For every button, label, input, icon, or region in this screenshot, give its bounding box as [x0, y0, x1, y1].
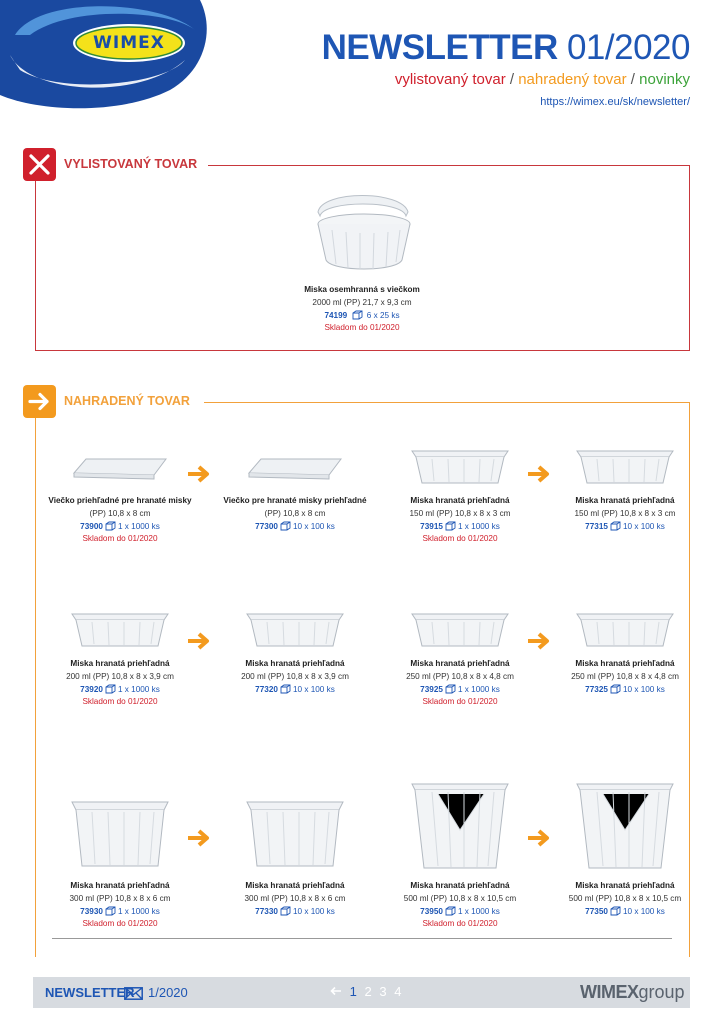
product-name: Miska hranatá priehľadná [245, 881, 345, 890]
replaced-section-title: NAHRADENÝ TOVAR [64, 394, 190, 408]
subtitle-replaced: nahradený tovar [518, 71, 627, 88]
logo-text: WIMEX [93, 33, 165, 53]
new-product[interactable] [213, 606, 377, 696]
delisted-section-top-line [208, 165, 690, 166]
lid-image [68, 443, 172, 489]
tray-image [573, 606, 677, 652]
product-code: 73950 [420, 906, 443, 916]
title-number: 01/2020 [566, 28, 690, 67]
delisted-section-title: VYLISTOVANÝ TOVAR [64, 157, 198, 171]
product-stock: Skladom do 01/2020 [82, 697, 158, 707]
wimex-logo [0, 0, 215, 110]
product-name: Miska hranatá priehľadná [410, 659, 510, 668]
product-name: Miska hranatá priehľadná [575, 881, 675, 890]
tray-image [243, 606, 347, 652]
product-code-line [378, 684, 542, 697]
product-name: Miska hranatá priehľadná [70, 881, 170, 890]
product-stock: Skladom do 01/2020 [422, 697, 498, 707]
replacement-arrow-icon [526, 828, 554, 848]
product-desc: 200 ml (PP) 10,8 x 8 x 3,9 cm [66, 671, 174, 681]
product-code-line [543, 906, 707, 919]
product-code: 73915 [420, 521, 443, 531]
page-link-1[interactable]: 1 [349, 984, 357, 999]
tall-tray-image [408, 778, 512, 874]
replacement-arrow-icon [526, 464, 554, 484]
subtitle-separator: / [505, 71, 519, 88]
product-code-line [378, 906, 542, 919]
package-box-icon [445, 521, 456, 531]
product-name: Miska hranatá priehľadná [245, 659, 345, 668]
package-box-icon [445, 906, 456, 916]
newsletter-subtitle [395, 71, 690, 88]
package-box-icon [352, 310, 363, 320]
package-box-icon [105, 684, 116, 694]
old-product[interactable] [38, 606, 202, 709]
product-name: Miska hranatá priehľadná [575, 659, 675, 668]
product-pack: 1 x 1000 ks [117, 906, 160, 916]
page-link-2[interactable]: 2 [364, 984, 372, 999]
delisted-product[interactable] [280, 182, 444, 335]
package-box-icon [280, 684, 291, 694]
product-code: 73930 [80, 906, 103, 916]
old-product[interactable] [38, 792, 202, 931]
product-code-line [38, 684, 202, 697]
new-product[interactable] [213, 792, 377, 918]
product-code: 77350 [585, 906, 608, 916]
package-box-icon [610, 906, 621, 916]
package-box-icon [610, 521, 621, 531]
product-pack: 1 x 1000 ks [117, 684, 160, 694]
product-pack: 10 x 100 ks [292, 521, 335, 531]
product-code-line [543, 684, 707, 697]
replaced-section-top-line [204, 402, 690, 403]
product-name: Viečko priehľadné pre hranaté misky [48, 496, 192, 505]
product-pack: 1 x 1000 ks [117, 521, 160, 531]
product-name: Viečko pre hranaté misky priehľadné [223, 496, 367, 505]
product-stock: Skladom do 01/2020 [422, 534, 498, 544]
newsletter-url-link[interactable]: https://wimex.eu/sk/newsletter/ [540, 96, 690, 108]
tray-image [573, 443, 677, 489]
deep-tray-image [68, 792, 172, 874]
deep-tray-image [243, 792, 347, 874]
replacement-arrow-icon [526, 631, 554, 651]
product-desc: 150 ml (PP) 10,8 x 8 x 3 cm [409, 508, 511, 518]
arrow-right-icon [23, 385, 56, 418]
product-code-line [378, 521, 542, 534]
tray-image [68, 606, 172, 652]
product-code-line [213, 521, 377, 534]
group-brand-bold: WIMEX [580, 982, 639, 1002]
product-code: 77315 [585, 521, 608, 531]
old-product[interactable] [378, 606, 542, 709]
old-product[interactable] [378, 778, 542, 931]
replacement-arrow-icon [186, 631, 214, 651]
product-code-line [213, 906, 377, 919]
product-name: Miska hranatá priehľadná [410, 496, 510, 505]
new-product[interactable] [213, 443, 377, 533]
product-pack: 6 x 25 ks [366, 310, 400, 320]
product-name: Miska hranatá priehľadná [410, 881, 510, 890]
product-pack: 1 x 1000 ks [457, 521, 500, 531]
product-code: 77300 [255, 521, 278, 531]
product-name: Miska osemhranná s viečkom [304, 285, 420, 294]
page-link-3[interactable]: 3 [379, 984, 387, 999]
pagination [330, 984, 401, 999]
tray-image [408, 606, 512, 652]
product-desc: 250 ml (PP) 10,8 x 8 x 4,8 cm [406, 671, 514, 681]
new-product[interactable] [543, 606, 707, 696]
replacement-arrow-icon [186, 828, 214, 848]
package-box-icon [105, 521, 116, 531]
old-product[interactable] [378, 443, 542, 546]
product-stock: Skladom do 01/2020 [82, 919, 158, 929]
octagonal-bowl-image [302, 182, 422, 278]
product-desc: 150 ml (PP) 10,8 x 8 x 3 cm [574, 508, 676, 518]
close-icon [23, 148, 56, 181]
tray-image [408, 443, 512, 489]
product-code: 73900 [80, 521, 103, 531]
mail-icon [124, 987, 143, 1000]
product-desc: 200 ml (PP) 10,8 x 8 x 3,9 cm [241, 671, 349, 681]
product-code-line [543, 521, 707, 534]
product-code: 77330 [255, 906, 278, 916]
product-code-line [38, 906, 202, 919]
product-desc: (PP) 10,8 x 8 cm [89, 508, 151, 518]
product-desc: 500 ml (PP) 10,8 x 8 x 10,5 cm [403, 893, 517, 903]
product-code: 73920 [80, 684, 103, 694]
replacement-arrow-icon [186, 464, 214, 484]
product-stock: Skladom do 01/2020 [324, 323, 400, 333]
product-code-line [213, 684, 377, 697]
package-box-icon [105, 906, 116, 916]
product-desc: 500 ml (PP) 10,8 x 8 x 10,5 cm [568, 893, 682, 903]
product-code: 77320 [255, 684, 278, 694]
package-box-icon [280, 521, 291, 531]
product-desc: (PP) 10,8 x 8 cm [264, 508, 326, 518]
package-box-icon [445, 684, 456, 694]
lid-image [243, 443, 347, 489]
product-code: 73925 [420, 684, 443, 694]
footer-newsletter-label: NEWSLETTER [45, 985, 135, 1000]
group-brand-light: group [638, 982, 685, 1002]
subtitle-delisted: vylistovaný tovar [394, 71, 506, 88]
back-arrow-icon[interactable] [330, 984, 346, 999]
replaced-section-bottom-line [52, 938, 672, 939]
product-pack: 10 x 100 ks [292, 684, 335, 694]
product-pack: 10 x 100 ks [622, 521, 665, 531]
product-pack: 1 x 1000 ks [457, 684, 500, 694]
footer-issue-number: 1/2020 [148, 985, 188, 1000]
product-stock: Skladom do 01/2020 [82, 534, 158, 544]
tall-tray-image [573, 778, 677, 874]
product-name: Miska hranatá priehľadná [575, 496, 675, 505]
package-box-icon [610, 684, 621, 694]
wimex-group-logo [580, 982, 685, 1003]
product-desc: 250 ml (PP) 10,8 x 8 x 4,8 cm [571, 671, 679, 681]
product-name: Miska hranatá priehľadná [70, 659, 170, 668]
product-code: 74199 [324, 310, 348, 320]
product-desc: 300 ml (PP) 10,8 x 8 x 6 cm [69, 893, 171, 903]
subtitle-separator: / [626, 71, 640, 88]
new-product[interactable] [543, 443, 707, 533]
product-stock: Skladom do 01/2020 [422, 919, 498, 929]
old-product[interactable] [38, 443, 202, 546]
title-word: NEWSLETTER [321, 28, 558, 67]
product-code-line [280, 310, 444, 323]
newsletter-title [322, 28, 690, 68]
package-box-icon [280, 906, 291, 916]
page-link-4[interactable]: 4 [394, 984, 402, 999]
product-desc: 2000 ml (PP) 21,7 x 9,3 cm [312, 297, 412, 307]
product-pack: 10 x 100 ks [622, 906, 665, 916]
subtitle-new: novinky [639, 71, 690, 88]
product-pack: 10 x 100 ks [292, 906, 335, 916]
product-pack: 1 x 1000 ks [457, 906, 500, 916]
product-code: 77325 [585, 684, 608, 694]
product-code-line [38, 521, 202, 534]
product-pack: 10 x 100 ks [622, 684, 665, 694]
product-desc: 300 ml (PP) 10,8 x 8 x 6 cm [244, 893, 346, 903]
new-product[interactable] [543, 778, 707, 918]
